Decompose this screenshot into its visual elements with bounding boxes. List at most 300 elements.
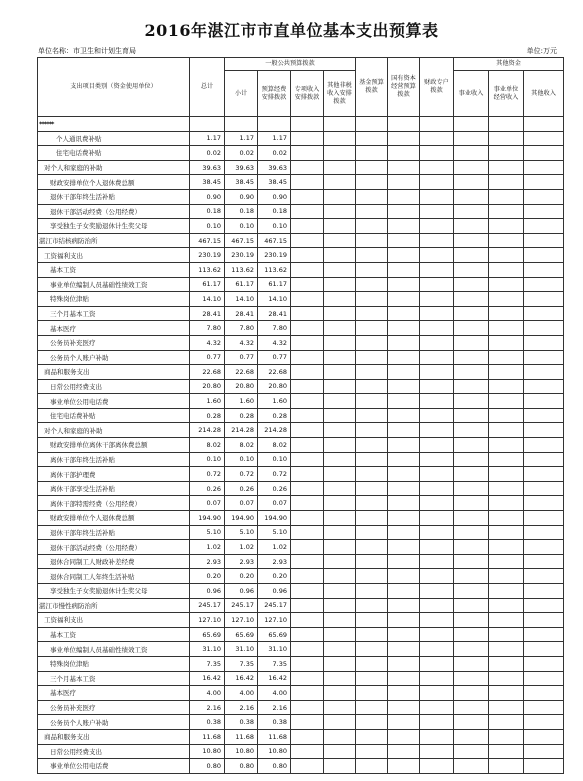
row-state-capital <box>388 335 420 350</box>
table-row <box>38 569 564 584</box>
row-other-income <box>524 423 564 438</box>
row-other-income <box>524 306 564 321</box>
row-other-income <box>524 408 564 423</box>
row-other-nontax <box>324 335 356 350</box>
row-total: 11.68 <box>190 729 225 744</box>
row-state-capital <box>388 131 420 146</box>
row-budget-arrange: 230.19 <box>258 248 291 263</box>
row-subtotal: 0.28 <box>225 408 258 423</box>
row-other-nontax <box>324 627 356 642</box>
row-subtotal: 467.15 <box>225 233 258 248</box>
row-total: 28.41 <box>190 306 225 321</box>
row-budget-arrange: 194.90 <box>258 511 291 526</box>
row-fund-budget <box>356 379 388 394</box>
row-fiscal-account <box>420 496 454 511</box>
row-subtotal: 28.41 <box>225 306 258 321</box>
row-fiscal-account <box>420 321 454 336</box>
table-row <box>38 219 564 234</box>
row-total: 7.80 <box>190 321 225 336</box>
row-total: 16.42 <box>190 671 225 686</box>
row-fund-budget <box>356 540 388 555</box>
row-state-capital <box>388 306 420 321</box>
row-total: 0.07 <box>190 496 225 511</box>
row-state-capital <box>388 292 420 307</box>
row-fund-budget <box>356 656 388 671</box>
header-career-income: 事业收入 <box>454 71 489 117</box>
row-unit-operation <box>489 350 524 365</box>
row-item-name: 退休干部年终生活补贴 <box>38 189 190 204</box>
row-unit-operation <box>489 627 524 642</box>
row-fiscal-account <box>420 467 454 482</box>
table-row <box>38 175 564 190</box>
table-row <box>38 131 564 146</box>
row-item-name: 商品和服务支出 <box>38 729 190 744</box>
table-row <box>38 335 564 350</box>
row-other-income <box>524 321 564 336</box>
row-item-name: 个人通讯费补贴 <box>38 131 190 146</box>
row-subtotal: 38.45 <box>225 175 258 190</box>
row-subtotal: 214.28 <box>225 423 258 438</box>
row-special-income <box>291 525 324 540</box>
row-unit-operation <box>489 613 524 628</box>
row-fiscal-account <box>420 277 454 292</box>
row-fiscal-account <box>420 700 454 715</box>
header-total: 总计 <box>190 58 225 117</box>
row-other-nontax <box>324 379 356 394</box>
row-fiscal-account <box>420 408 454 423</box>
row-unit-operation <box>489 262 524 277</box>
row-fund-budget <box>356 452 388 467</box>
row-unit-operation <box>489 321 524 336</box>
row-other-income <box>524 540 564 555</box>
row-career-income <box>454 729 489 744</box>
row-subtotal: 39.63 <box>225 160 258 175</box>
row-subtotal: 22.68 <box>225 365 258 380</box>
row-fund-budget <box>356 365 388 380</box>
row-budget-arrange: 2.16 <box>258 700 291 715</box>
row-fiscal-account <box>420 379 454 394</box>
row-item-name: 基本医疗 <box>38 321 190 336</box>
row-item-name: 退休干部活动经费（公用经费） <box>38 204 190 219</box>
row-state-capital <box>388 613 420 628</box>
row-special-income <box>291 160 324 175</box>
row-budget-arrange: 214.28 <box>258 423 291 438</box>
row-item-name: 享受独生子女奖励退休计生奖父母 <box>38 219 190 234</box>
row-fund-budget <box>356 569 388 584</box>
row-unit-operation <box>489 554 524 569</box>
row-item-name: 事业单位公用电话费 <box>38 759 190 774</box>
row-fund-budget <box>356 715 388 730</box>
row-other-nontax <box>324 365 356 380</box>
row-budget-arrange: 0.77 <box>258 350 291 365</box>
row-special-income <box>291 438 324 453</box>
row-total: 0.20 <box>190 569 225 584</box>
table-row <box>38 656 564 671</box>
row-other-income <box>524 715 564 730</box>
row-subtotal: 0.77 <box>225 350 258 365</box>
table-row <box>38 189 564 204</box>
row-other-income <box>524 759 564 774</box>
row-other-nontax <box>324 496 356 511</box>
row-unit-operation <box>489 744 524 759</box>
row-subtotal: 0.38 <box>225 715 258 730</box>
row-subtotal: 2.93 <box>225 554 258 569</box>
row-fund-budget <box>356 175 388 190</box>
table-row <box>38 671 564 686</box>
row-fiscal-account <box>420 525 454 540</box>
row-unit-operation <box>489 117 524 132</box>
row-state-capital <box>388 262 420 277</box>
row-total: 61.17 <box>190 277 225 292</box>
row-unit-operation <box>489 233 524 248</box>
row-state-capital <box>388 700 420 715</box>
row-career-income <box>454 569 489 584</box>
table-row <box>38 642 564 657</box>
row-fund-budget <box>356 219 388 234</box>
row-unit-operation <box>489 700 524 715</box>
row-fiscal-account <box>420 554 454 569</box>
row-subtotal: 245.17 <box>225 598 258 613</box>
row-special-income <box>291 511 324 526</box>
row-fiscal-account <box>420 131 454 146</box>
row-other-income <box>524 219 564 234</box>
row-career-income <box>454 248 489 263</box>
row-total: 5.10 <box>190 525 225 540</box>
row-special-income <box>291 452 324 467</box>
row-state-capital <box>388 189 420 204</box>
row-budget-arrange: 467.15 <box>258 233 291 248</box>
row-unit-operation <box>489 219 524 234</box>
row-other-nontax <box>324 686 356 701</box>
row-other-income <box>524 496 564 511</box>
row-special-income <box>291 408 324 423</box>
row-other-income <box>524 233 564 248</box>
row-total: 0.80 <box>190 759 225 774</box>
row-other-income <box>524 379 564 394</box>
table-row <box>38 759 564 774</box>
row-other-nontax <box>324 613 356 628</box>
row-total: 214.28 <box>190 423 225 438</box>
row-budget-arrange: 0.38 <box>258 715 291 730</box>
row-other-income <box>524 467 564 482</box>
row-state-capital <box>388 656 420 671</box>
row-other-income <box>524 598 564 613</box>
row-other-nontax <box>324 408 356 423</box>
row-budget-arrange: 10.80 <box>258 744 291 759</box>
table-row <box>38 365 564 380</box>
row-state-capital <box>388 642 420 657</box>
row-state-capital <box>388 525 420 540</box>
row-fund-budget <box>356 204 388 219</box>
header-fiscal-account: 财政专户拨款 <box>420 58 454 117</box>
row-fiscal-account <box>420 204 454 219</box>
row-fiscal-account <box>420 540 454 555</box>
row-unit-operation <box>489 175 524 190</box>
row-fiscal-account <box>420 292 454 307</box>
table-row <box>38 584 564 599</box>
row-special-income <box>291 292 324 307</box>
table-row <box>38 160 564 175</box>
row-fiscal-account <box>420 569 454 584</box>
row-career-income <box>454 219 489 234</box>
row-budget-arrange: 127.10 <box>258 613 291 628</box>
row-fund-budget <box>356 160 388 175</box>
row-career-income <box>454 350 489 365</box>
row-budget-arrange: 8.02 <box>258 438 291 453</box>
row-fiscal-account <box>420 671 454 686</box>
row-item-name: 特殊岗位津贴 <box>38 292 190 307</box>
row-fiscal-account <box>420 219 454 234</box>
row-career-income <box>454 321 489 336</box>
row-special-income <box>291 335 324 350</box>
row-other-income <box>524 160 564 175</box>
row-fund-budget <box>356 525 388 540</box>
row-subtotal: 1.60 <box>225 394 258 409</box>
row-fund-budget <box>356 350 388 365</box>
row-total: 0.96 <box>190 584 225 599</box>
row-other-income <box>524 394 564 409</box>
row-special-income <box>291 496 324 511</box>
table-row <box>38 452 564 467</box>
row-fund-budget <box>356 511 388 526</box>
row-unit-operation <box>489 306 524 321</box>
row-other-income <box>524 613 564 628</box>
row-other-income <box>524 117 564 132</box>
row-fund-budget <box>356 248 388 263</box>
row-budget-arrange: 14.10 <box>258 292 291 307</box>
row-other-nontax <box>324 467 356 482</box>
row-unit-operation <box>489 160 524 175</box>
row-budget-arrange: 4.00 <box>258 686 291 701</box>
row-fund-budget <box>356 117 388 132</box>
row-item-name: 离休干部护理费 <box>38 467 190 482</box>
row-subtotal: 31.10 <box>225 642 258 657</box>
row-other-nontax <box>324 262 356 277</box>
row-other-nontax <box>324 131 356 146</box>
row-fund-budget <box>356 277 388 292</box>
row-career-income <box>454 700 489 715</box>
header-budget-arrange: 预算经费安排拨款 <box>258 71 291 117</box>
row-career-income <box>454 715 489 730</box>
row-fiscal-account <box>420 511 454 526</box>
row-other-nontax <box>324 350 356 365</box>
table-row <box>38 146 564 161</box>
row-unit-operation <box>489 292 524 307</box>
table-row <box>38 204 564 219</box>
row-unit-operation <box>489 277 524 292</box>
row-special-income <box>291 598 324 613</box>
row-state-capital <box>388 219 420 234</box>
row-special-income <box>291 423 324 438</box>
row-other-nontax <box>324 321 356 336</box>
row-total: 1.60 <box>190 394 225 409</box>
row-total: 31.10 <box>190 642 225 657</box>
row-total: 0.38 <box>190 715 225 730</box>
row-budget-arrange: 1.17 <box>258 131 291 146</box>
row-item-name: 财政安排单位个人退休费总额 <box>38 511 190 526</box>
row-total: 0.28 <box>190 408 225 423</box>
row-state-capital <box>388 598 420 613</box>
row-subtotal: 0.20 <box>225 569 258 584</box>
row-other-income <box>524 671 564 686</box>
row-special-income <box>291 365 324 380</box>
table-row <box>38 262 564 277</box>
row-other-nontax <box>324 277 356 292</box>
row-other-income <box>524 248 564 263</box>
row-other-nontax <box>324 729 356 744</box>
row-item-name: 离休干部享受生活补贴 <box>38 481 190 496</box>
row-subtotal: 0.10 <box>225 452 258 467</box>
row-career-income <box>454 292 489 307</box>
row-budget-arrange: 0.90 <box>258 189 291 204</box>
row-state-capital <box>388 379 420 394</box>
row-other-income <box>524 481 564 496</box>
row-unit-operation <box>489 525 524 540</box>
row-other-nontax <box>324 540 356 555</box>
table-row <box>38 525 564 540</box>
table-row <box>38 394 564 409</box>
row-unit-operation <box>489 598 524 613</box>
row-total: 7.35 <box>190 656 225 671</box>
row-unit-operation <box>489 248 524 263</box>
row-total: 113.62 <box>190 262 225 277</box>
row-career-income <box>454 452 489 467</box>
unit-name-label: 单位名称：市卫生和计划生育局 <box>38 47 136 55</box>
row-state-capital <box>388 146 420 161</box>
row-fund-budget <box>356 262 388 277</box>
row-item-name: 离休干部特需经费（公用经费） <box>38 496 190 511</box>
row-career-income <box>454 438 489 453</box>
row-special-income <box>291 540 324 555</box>
row-state-capital <box>388 423 420 438</box>
row-subtotal: 20.80 <box>225 379 258 394</box>
row-unit-operation <box>489 656 524 671</box>
row-special-income <box>291 467 324 482</box>
table-row <box>38 379 564 394</box>
row-item-name: 三个月基本工资 <box>38 671 190 686</box>
row-career-income <box>454 671 489 686</box>
row-budget-arrange: 0.80 <box>258 759 291 774</box>
row-fund-budget <box>356 146 388 161</box>
row-subtotal: 4.32 <box>225 335 258 350</box>
row-item-name: 事业单位编制人员基础性绩效工资 <box>38 277 190 292</box>
row-subtotal: 1.17 <box>225 131 258 146</box>
row-fiscal-account <box>420 744 454 759</box>
row-fund-budget <box>356 729 388 744</box>
table-row <box>38 306 564 321</box>
row-state-capital <box>388 394 420 409</box>
table-row <box>38 540 564 555</box>
row-other-income <box>524 262 564 277</box>
row-special-income <box>291 189 324 204</box>
row-fund-budget <box>356 496 388 511</box>
page-title: 2016年湛江市市直单位基本支出预算表 <box>144 21 439 40</box>
row-item-name: 事业单位公用电话费 <box>38 394 190 409</box>
row-total: 2.16 <box>190 700 225 715</box>
row-subtotal: 2.16 <box>225 700 258 715</box>
row-item-name: 住宅电话费补贴 <box>38 146 190 161</box>
row-subtotal: 1.02 <box>225 540 258 555</box>
row-subtotal: 113.62 <box>225 262 258 277</box>
row-state-capital <box>388 160 420 175</box>
row-item-name: 对个人和家庭的补助 <box>38 160 190 175</box>
row-state-capital <box>388 248 420 263</box>
row-career-income <box>454 204 489 219</box>
row-budget-arrange: 0.07 <box>258 496 291 511</box>
row-state-capital <box>388 569 420 584</box>
row-subtotal: 230.19 <box>225 248 258 263</box>
row-state-capital <box>388 511 420 526</box>
row-other-income <box>524 656 564 671</box>
row-special-income <box>291 729 324 744</box>
table-row <box>38 554 564 569</box>
row-budget-arrange: 1.60 <box>258 394 291 409</box>
row-total: 39.63 <box>190 160 225 175</box>
row-subtotal: 0.07 <box>225 496 258 511</box>
row-fiscal-account <box>420 423 454 438</box>
row-special-income <box>291 117 324 132</box>
row-fiscal-account <box>420 613 454 628</box>
row-career-income <box>454 233 489 248</box>
row-state-capital <box>388 686 420 701</box>
row-other-income <box>524 365 564 380</box>
row-budget-arrange <box>258 117 291 132</box>
row-budget-arrange: 0.10 <box>258 219 291 234</box>
row-unit-operation <box>489 671 524 686</box>
row-budget-arrange: 61.17 <box>258 277 291 292</box>
row-unit-operation <box>489 408 524 423</box>
row-special-income <box>291 715 324 730</box>
row-fund-budget <box>356 554 388 569</box>
row-other-income <box>524 744 564 759</box>
row-special-income <box>291 248 324 263</box>
row-budget-arrange: 7.80 <box>258 321 291 336</box>
row-other-income <box>524 189 564 204</box>
row-fund-budget <box>356 481 388 496</box>
row-career-income <box>454 467 489 482</box>
row-fund-budget <box>356 467 388 482</box>
row-special-income <box>291 379 324 394</box>
header-general-budget: 一般公共预算拨款 <box>225 58 356 71</box>
row-subtotal: 4.00 <box>225 686 258 701</box>
row-other-nontax <box>324 175 356 190</box>
table-row <box>38 423 564 438</box>
row-special-income <box>291 394 324 409</box>
row-budget-arrange: 4.32 <box>258 335 291 350</box>
row-total: 1.17 <box>190 131 225 146</box>
row-fiscal-account <box>420 394 454 409</box>
row-total: 467.15 <box>190 233 225 248</box>
row-total: 4.32 <box>190 335 225 350</box>
row-fiscal-account <box>420 452 454 467</box>
row-total: 0.26 <box>190 481 225 496</box>
row-state-capital <box>388 496 420 511</box>
row-special-income <box>291 175 324 190</box>
row-special-income <box>291 569 324 584</box>
row-unit-operation <box>489 540 524 555</box>
row-subtotal: 5.10 <box>225 525 258 540</box>
row-fiscal-account <box>420 233 454 248</box>
row-total: 0.10 <box>190 452 225 467</box>
row-fiscal-account <box>420 715 454 730</box>
row-career-income <box>454 759 489 774</box>
row-state-capital <box>388 715 420 730</box>
row-total: 0.90 <box>190 189 225 204</box>
row-subtotal: 16.42 <box>225 671 258 686</box>
table-row <box>38 686 564 701</box>
row-item-name: 享受独生子女奖励退休计生奖父母 <box>38 584 190 599</box>
row-career-income <box>454 189 489 204</box>
